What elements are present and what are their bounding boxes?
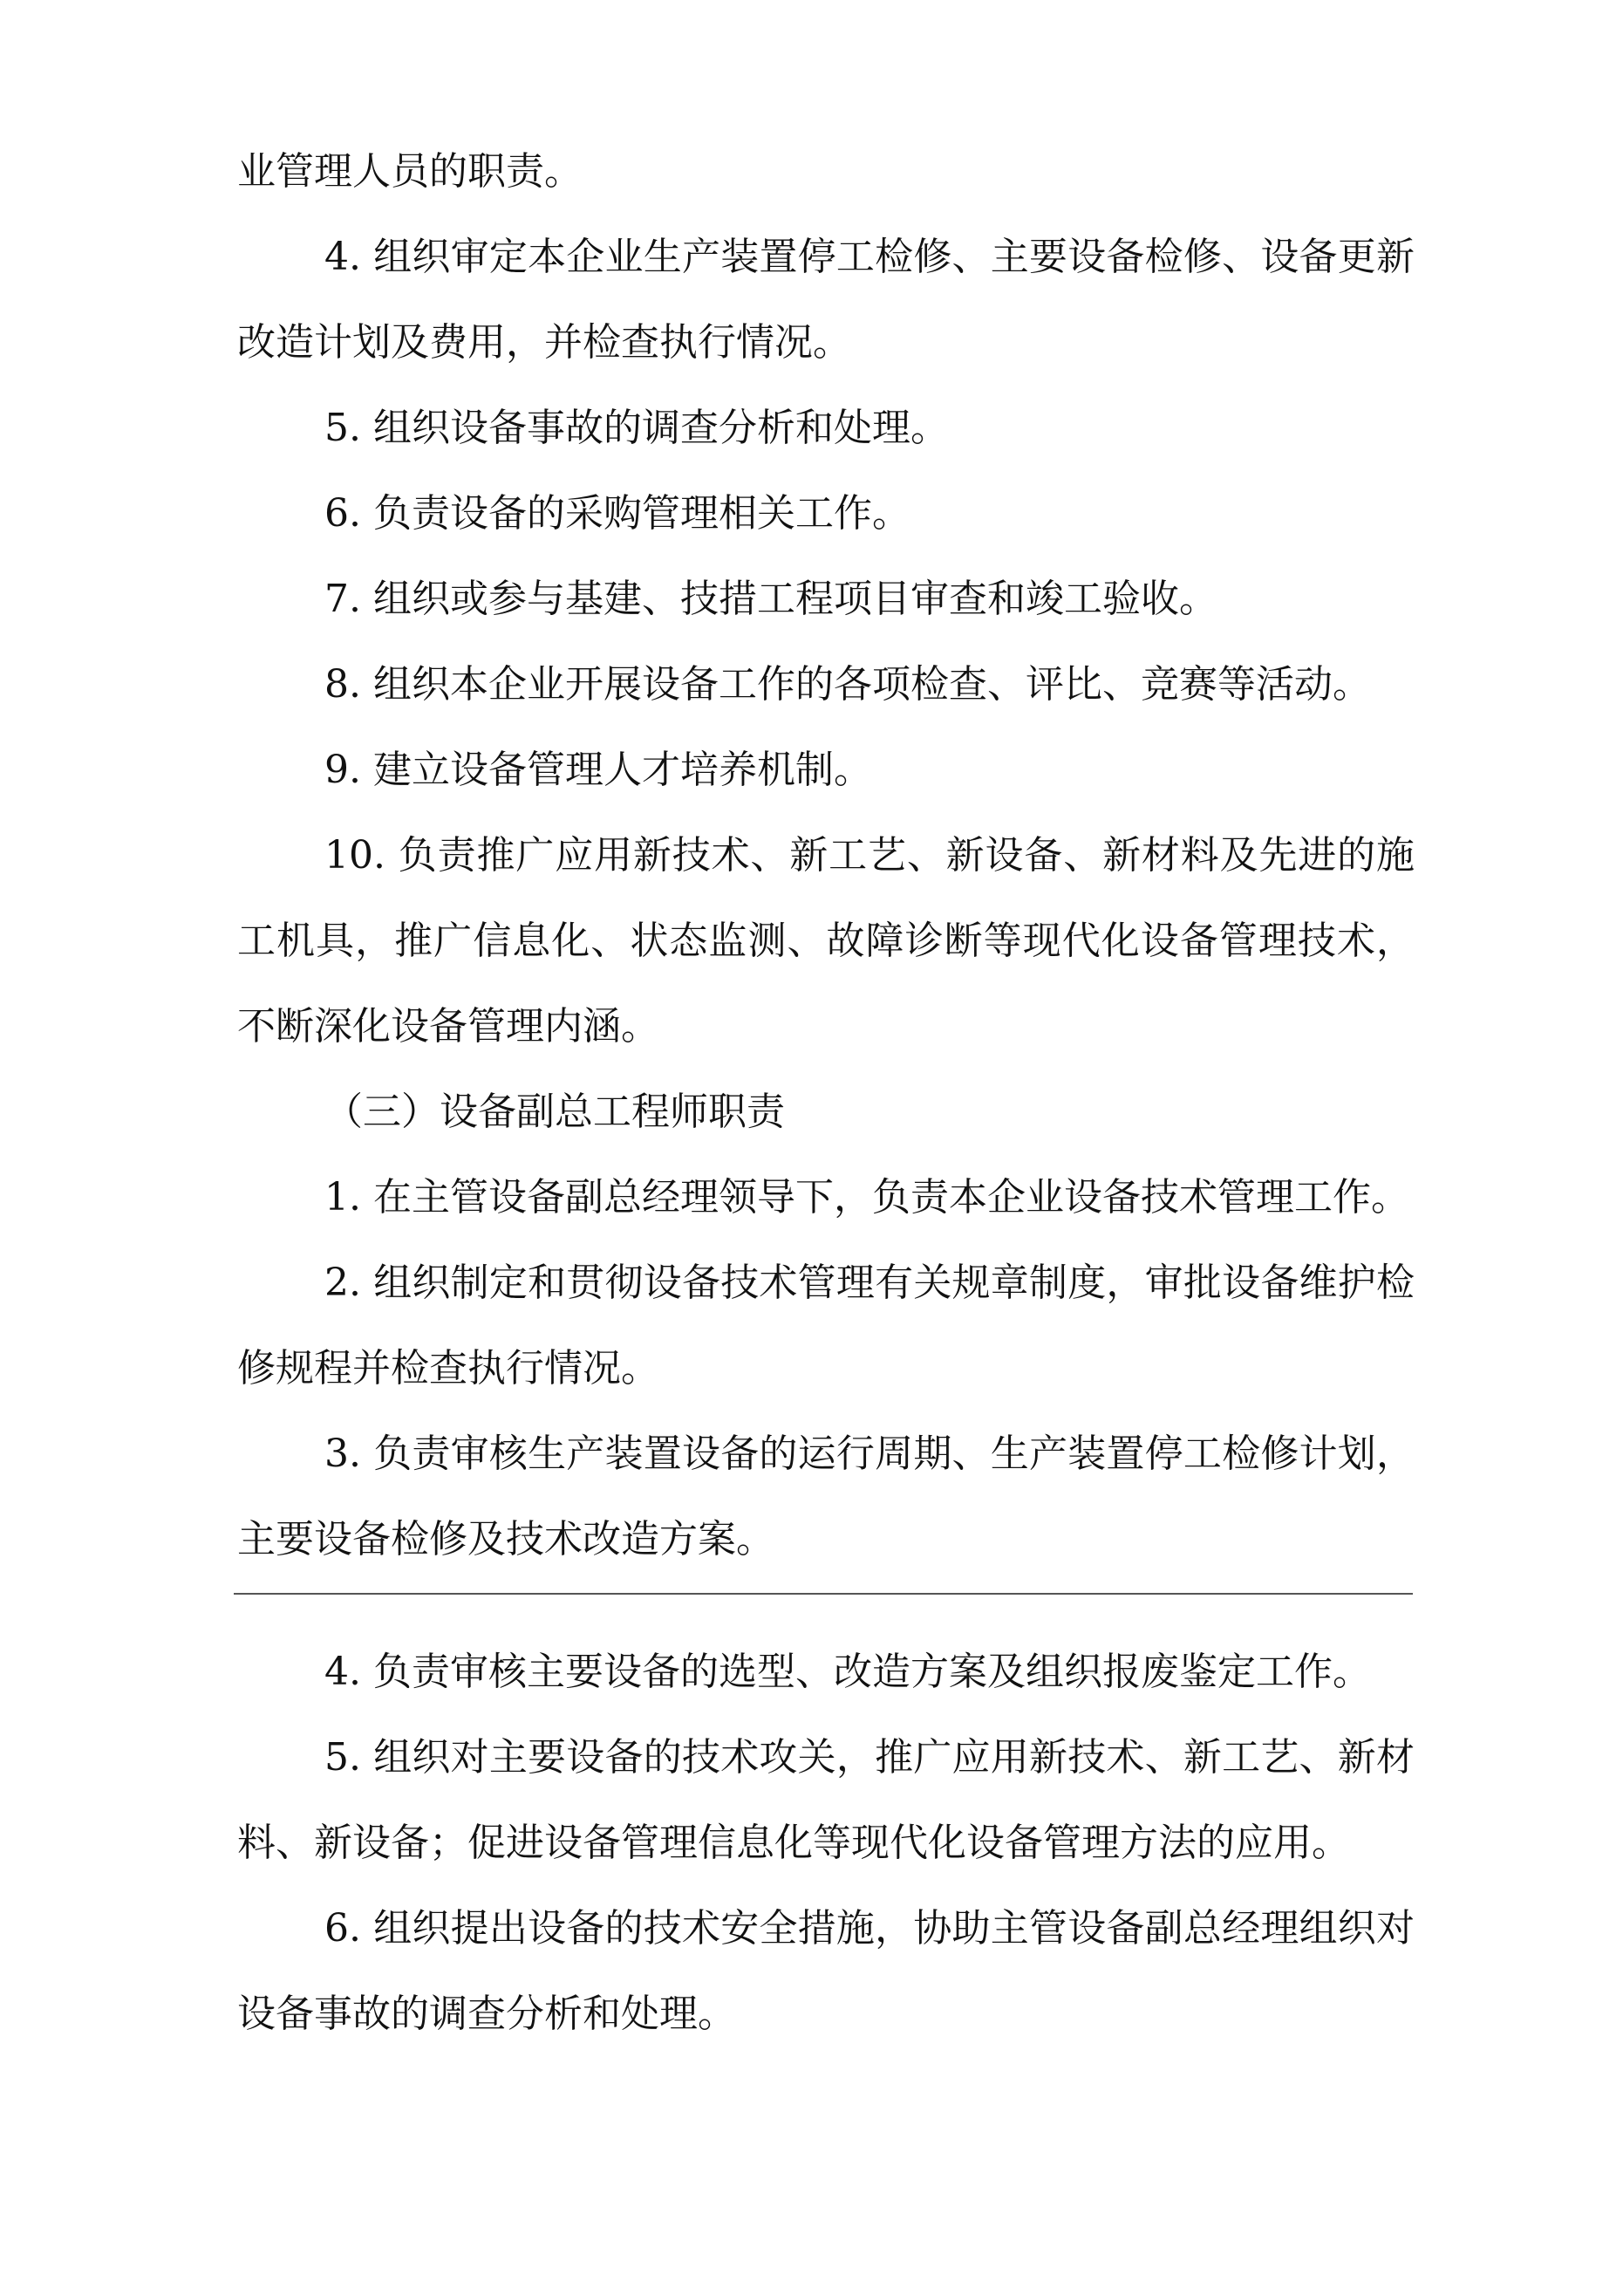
- paragraph-item-7: 7. 组织或参与基建、技措工程项目审查和竣工验收。: [324, 577, 1217, 621]
- paragraph-item-8: 8. 组织本企业开展设备工作的各项检查、评比、竞赛等活动。: [324, 662, 1371, 707]
- page-divider-line: [234, 1593, 1413, 1595]
- paragraph-item-5: 5. 组织设备事故的调查分析和处理。: [324, 406, 949, 450]
- paragraph-item-4: 4. 组织审定本企业生产装置停工检修、主要设备检修、设备更新改造计划及费用，并检查执行情况。: [237, 235, 1415, 365]
- paragraph-item-10: 10. 负责推广应用新技术、新工艺、新设备、新材料及先进的施工机具，推广信息化、状态监测、故障诊断等现代化设备管理技术，不断深化设备管理内涵。: [237, 833, 1415, 1049]
- paragraph-item-6: 6. 负责设备的采购管理相关工作。: [324, 491, 910, 536]
- section-heading: （三）设备副总工程师职责: [324, 1090, 785, 1134]
- paragraph-item-1: 1. 在主管设备副总经理领导下，负责本企业设备技术管理工作。: [324, 1175, 1409, 1220]
- paragraph-item-5-lower: 5. 组织对主要设备的技术攻关，推广应用新技术、新工艺、新材料、新设备；促进设备管理信息化等现代化设备管理方法的应用。: [237, 1735, 1415, 1865]
- paragraph-continuation: 业管理人员的职责。: [237, 149, 583, 194]
- paragraph-item-3: 3. 负责审核生产装置设备的运行周期、生产装置停工检修计划，主要设备检修及技术改造方案。: [237, 1432, 1415, 1561]
- paragraph-item-2: 2. 组织制定和贯彻设备技术管理有关规章制度，审批设备维护检修规程并检查执行情况。: [237, 1261, 1415, 1391]
- paragraph-item-9: 9. 建立设备管理人才培养机制。: [324, 748, 872, 792]
- paragraph-item-6-lower: 6. 组织提出设备的技术安全措施，协助主管设备副总经理组织对设备事故的调查分析和处理。: [237, 1906, 1415, 2036]
- paragraph-item-4-lower: 4. 负责审核主要设备的选型、改造方案及组织报废鉴定工作。: [324, 1650, 1371, 1694]
- document-body-upper: [237, 129, 1415, 1582]
- document-body-lower: [237, 1630, 1415, 2057]
